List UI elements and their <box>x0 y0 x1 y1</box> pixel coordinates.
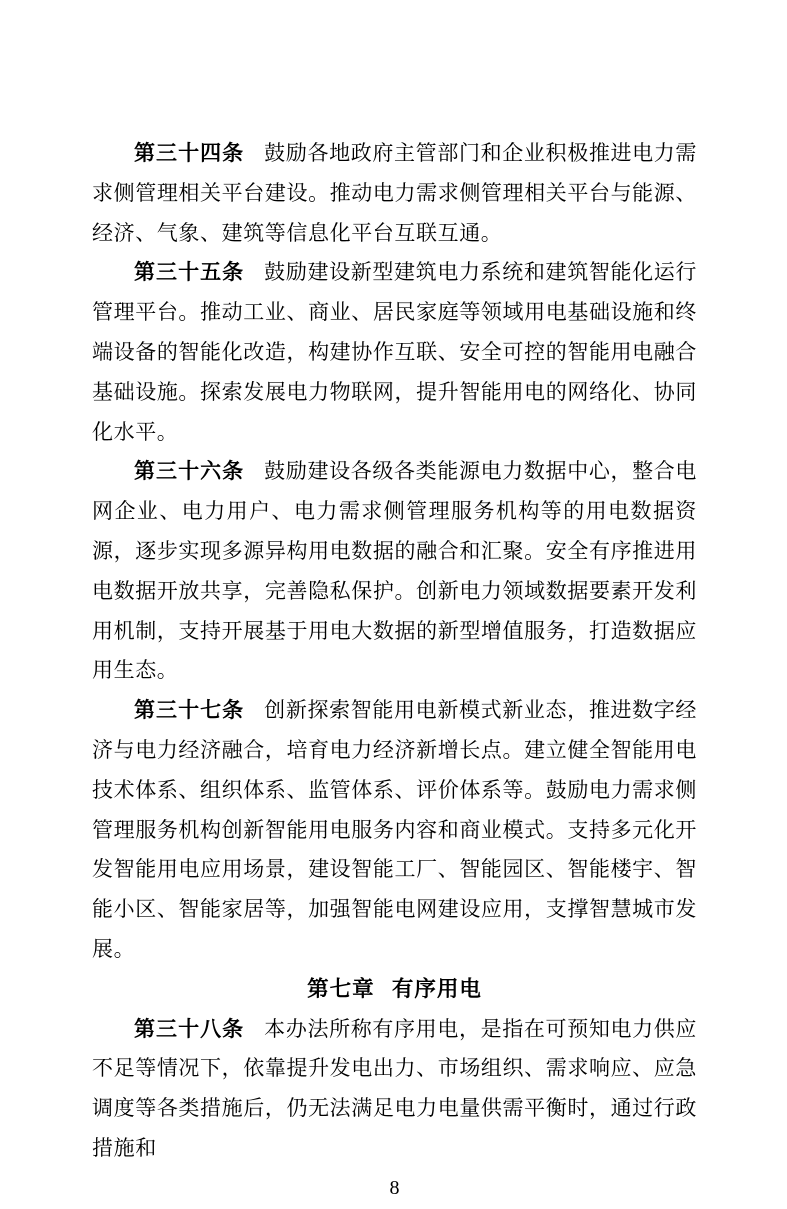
article-34-text: 鼓励各地政府主管部门和企业积极推进电力需求侧管理相关平台建设。推动电力需求侧管理相关平台与能源、经济、气象、建筑等信息化平台互联互通。 <box>92 141 698 245</box>
article-36-text: 鼓励建设各级各类能源电力数据中心，整合电网企业、电力用户、电力需求侧管理服务机构等的用电数据资源，逐步实现多源异构用电数据的融合和汇聚。安全有序推进用电数据开放共享，完善隐私保护。创新电力领域数据要素开发利用机制，支持开展基于用电大数据的新型增值服务，打造数据应用生态。 <box>92 459 698 683</box>
article-35-paragraph <box>92 253 697 452</box>
article-37-paragraph <box>92 691 697 970</box>
article-37-number: 第三十七条 <box>134 699 245 723</box>
article-37-text: 创新探索智能用电新模式新业态，推进数字经济与电力经济融合，培育电力经济新增长点。建立健全智能用电技术体系、组织体系、监管体系、评价体系等。鼓励电力需求侧管理服务机构创新智能用电服务内容和商业模式。支持多元化开发智能用电应用场景，建设智能工厂、智能园区、智能楼宇、智能小区、智能家居等，加强智能电网建设应用，支撑智慧城市发展。 <box>92 698 698 961</box>
article-36-paragraph <box>92 452 697 691</box>
article-35-number: 第三十五条 <box>134 261 245 285</box>
article-34-paragraph <box>92 134 697 253</box>
chapter-7-title: 有序用电 <box>391 976 482 1001</box>
article-36-number: 第三十六条 <box>134 460 245 484</box>
article-34-number: 第三十四条 <box>134 142 245 165</box>
article-38-paragraph <box>92 1010 697 1169</box>
article-38-number: 第三十八条 <box>134 1017 245 1041</box>
chapter-7-heading <box>92 970 697 1010</box>
chapter-7-label: 第七章 <box>307 976 375 1001</box>
article-38-text: 本办法所称有序用电，是指在可预知电力供应不足等情况下，依靠提升发电出力、市场组织、需求响应、应急调度等各类措施后，仍无法满足电力电量供需平衡时，通过行政措施和 <box>92 1016 698 1160</box>
page-number: 8 <box>389 1176 400 1199</box>
article-35-text: 鼓励建设新型建筑电力系统和建筑智能化运行管理平台。推动工业、商业、居民家庭等领域用电基础设施和终端设备的智能化改造，构建协作互联、安全可控的智能用电融合基础设施。探索发展电力物联网，提升智能用电的网络化、协同化水平。 <box>92 260 698 444</box>
